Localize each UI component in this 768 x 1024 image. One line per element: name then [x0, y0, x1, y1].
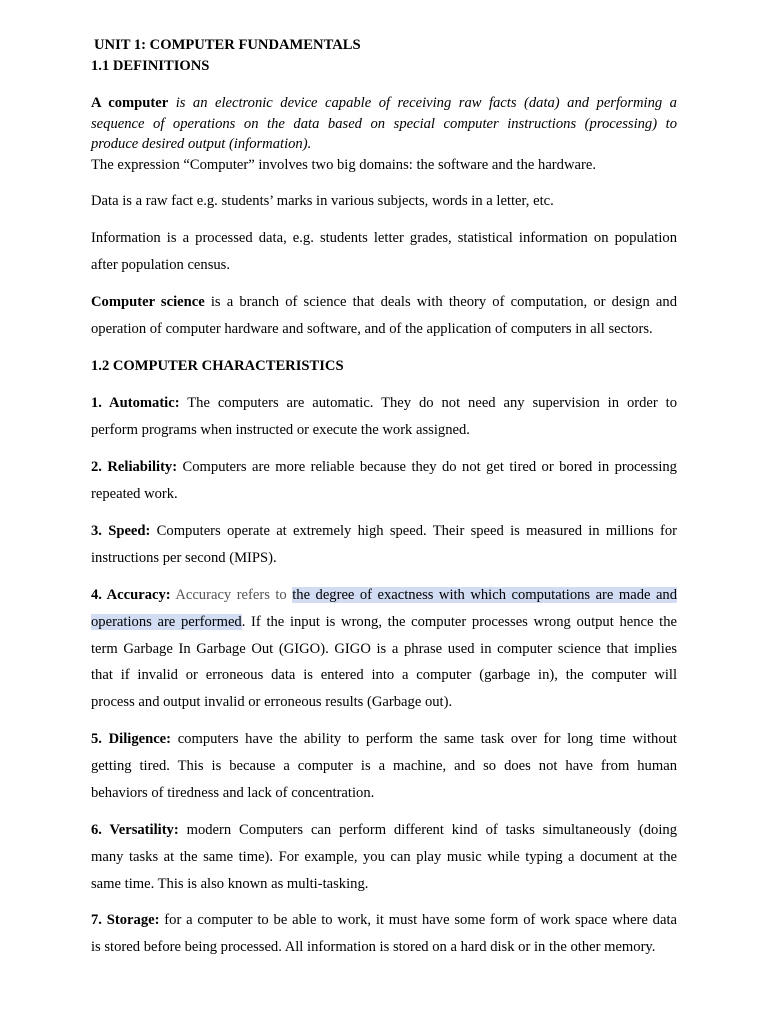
information-definition: Information is a processed data, e.g. students letter grades, statistical information on population after population census. [91, 230, 677, 273]
computer-science-term: Computer science [91, 294, 205, 310]
characteristic-speed: 3. Speed: Computers operate at extremely high speed. Their speed is measured in millions for instructions per second (MIPS). [91, 523, 678, 566]
unit-title: UNIT 1: COMPUTER FUNDAMENTALS [94, 37, 361, 53]
characteristic-diligence: 5. Diligence: computers have the ability to perform the same task over for long time without getting tired. This is because a computer is a machine, and so does not have from human behaviors of tiredness and lack of concentration. [91, 731, 677, 801]
characteristic-label: 2. Reliability: [91, 459, 178, 475]
expression-text: The expression “Computer” involves two big domains: the software and the hardware. [91, 156, 596, 173]
characteristic-label: 3. Speed: [91, 523, 151, 539]
computer-definition-line-2: sequence of operations on the data based on special computer instructions (processing) to [91, 115, 677, 132]
characteristic-accuracy: 4. Accuracy: Accuracy refers to the degree of exactness with which computations are made and operations are performed. If the input is wrong, the computer processes wrong output hence the term Garbage In Garbage Out (GIGO). GIGO is a phrase used in computer science that implies that if invalid or erroneous data is entered into a computer (garbage in), the computer will process and output invalid or erroneous results (Garbage out). [91, 587, 678, 711]
characteristic-reliability: 2. Reliability: Computers are more reliable because they do not get tired or bored in processing repeated work. [91, 459, 677, 502]
computer-definition-line-1: A computer is an electronic device capable of receiving raw facts (data) and performing a [91, 95, 677, 111]
computer-definition [91, 93, 677, 175]
characteristic-label: 6. Versatility: [91, 822, 179, 838]
characteristic-label: 7. Storage: [91, 912, 160, 928]
characteristic-storage: 7. Storage: for a computer to be able to work, it must have some form of work space where data is stored before being processed. All information is stored on a hard disk or in the other memory. [91, 912, 677, 955]
accuracy-intro: Accuracy refers to [175, 587, 287, 603]
highlighted-text[interactable]: the degree of exactness with which computations are made and [292, 587, 678, 603]
characteristic-automatic: 1. Automatic: The computers are automatic. They do not need any supervision in order to perform programs when instructed or execute the work assigned. [91, 395, 678, 438]
computer-science-definition: Computer science is a branch of science that deals with theory of computation, or design and operation of computer hardware and software, and of the application of computers in all sectors. [91, 294, 677, 337]
characteristic-label: 1. Automatic: [91, 395, 180, 411]
computer-term: A computer [91, 95, 169, 111]
data-definition: Data is a raw fact e.g. students’ marks in various subjects, words in a letter, etc. [91, 193, 554, 209]
section-heading-definitions: 1.1 DEFINITIONS [91, 58, 210, 74]
section-heading-characteristics: 1.2 COMPUTER CHARACTERISTICS [91, 358, 344, 374]
computer-definition-line-3: produce desired output (information). [91, 136, 312, 152]
characteristic-versatility: 6. Versatility: modern Computers can perform different kind of tasks simultaneously (doing many tasks at the same time). For example, you can play music while typing a document at the same time. This is also known as multi-tasking. [91, 822, 677, 892]
characteristic-label: 4. Accuracy: [91, 587, 171, 603]
characteristic-label: 5. Diligence: [91, 731, 172, 747]
highlighted-text[interactable]: operations are performed [91, 613, 242, 630]
